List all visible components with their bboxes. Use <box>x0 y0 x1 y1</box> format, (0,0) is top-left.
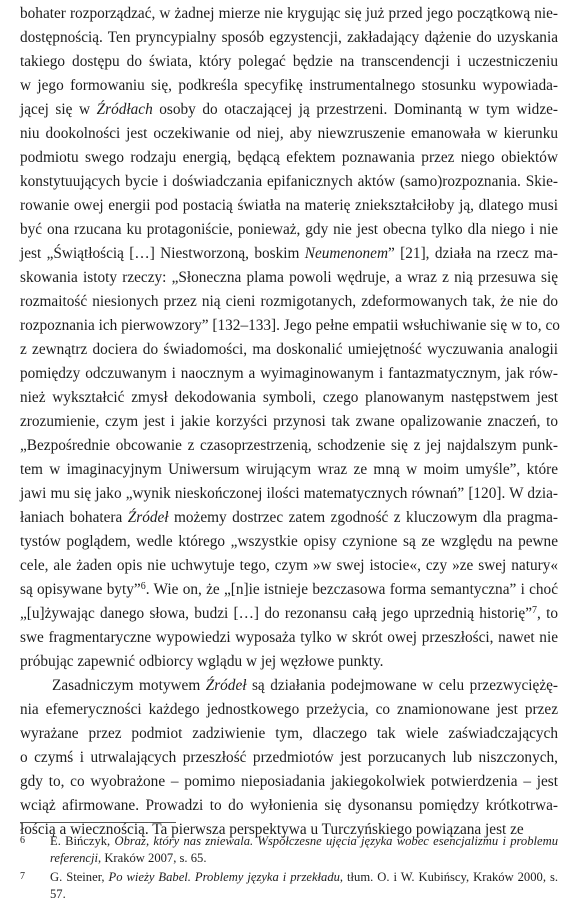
text-line: dostępnością. Ten pryncypialny sposób egzystencji, zakładający dążenie do uzyskania <box>20 29 558 46</box>
text-line: gdy to, co wyobrażone – pomimo nieposiadania jakiegokolwiek potwierdzenia – jest <box>20 773 558 790</box>
footnote-number: 7 <box>20 871 25 882</box>
text-line: łością a wiecznością. Ta pierwsza perspektywa u Turczyńskiego powiązana jest ze <box>20 821 524 838</box>
text-line: bohater rozporządzać, w żadnej mierze nie krygując się już przed jego początkową nie- <box>20 5 558 22</box>
text-line: swe fragmentaryczne wypowiedzi wyposaża tylko w skrót owej przeszłości, nawet nie <box>20 629 558 646</box>
text-line: nia efemeryczności każdego jednostkowego przeżycia, co znamionowane jest przez <box>20 701 558 718</box>
text-line: takiego dostępu do świata, który polegać będzie na transcendencji i uczestniczeniu <box>20 53 558 70</box>
text-line: konstytuujących bycie i doświadczania epifanicznych aktów (samo)rozpoznania. Skie- <box>20 173 558 190</box>
text-line: niu dookolności jest oczekiwanie od niej, aby niewzruszenie emanowała w kierunku <box>20 125 558 142</box>
footnote-text: E. Bińczyk, Obraz, który nas zniewala. Współczesne ujęcia języka wobec esencjalizmu i problemu referencji, Kraków 2007, s. 65. <box>50 834 558 865</box>
footnote-divider <box>20 822 176 823</box>
paragraph-start-line: Zasadniczym motywem Źródeł są działania podejmowane w celu przezwyciężę- <box>52 677 558 694</box>
text-line: jącej się w Źródłach osoby do otaczającej ją przestrzeni. Dominantą w tym widze- <box>20 101 558 118</box>
text-line: łaniach bohatera Źródeł możemy dostrzec zatem zgodność z kluczowym dla pragma- <box>20 509 558 526</box>
text-line: z zewnątrz dociera do świadomości, ma doskonalić umiejętność wyczuwania analogii <box>20 341 558 358</box>
text-line: „[u]żywając danego słowa, budzi […] do rezonansu całą jego uprzednią historię”$^7$, to <box>20 605 558 622</box>
text-line: rowanie owej energii pod postacią światła na materię zniekształciłoby ją, dlatego musi <box>20 197 558 214</box>
text-line: nież wykształcić zmysł dekodowania symboli, czego planowanym następstwem jest <box>20 389 558 406</box>
footnote-text: G. Steiner, Po wieży Babel. Problemy języka i przekładu, tłum. O. i W. Kubińscy, Kraków 2000, s. 57. <box>50 870 558 901</box>
text-line: cele, ale żaden opis nie uchwytuje tego, czym »w swej istocie«, czy »ze swej natury« <box>20 557 558 574</box>
text-line: wciąż afirmowane. Prowadzi to do wyłonienia się dysonansu pomiędzy krótkotrwa- <box>20 797 558 814</box>
text-line: wyrażane przez podmiot zadziwienie tym, dlaczego tak wiele zaświadczających <box>20 725 558 742</box>
text-line: jawi mu się jako „wynik nieskończonej ilości matematycznych równań” [120]. W dzia- <box>20 485 558 502</box>
text-line: rozmaitość niesionych przez nią cieni rozmigotanych, zdeformowanych tak, że nie do <box>20 293 558 310</box>
text-line: rozpoznania ich pierwowzory” [132–133]. Jego pełne empatii wsłuchiwanie się w to, co <box>20 317 560 334</box>
footnote-6 <box>20 833 558 867</box>
book-page <box>20 0 558 900</box>
text-line: próbując zapewnić odbiorcy wglądu w jej węzłowe punkty. <box>20 653 384 670</box>
text-line: w jego formowaniu się, podkreśla specyfikę instrumentalnego stosunku wypowiada- <box>20 77 558 94</box>
text-line: pomiędzy odczuwanym i naocznym a wyimaginowanym i fantazmatycznym, jak rów- <box>20 365 558 382</box>
text-line: skowania istoty rzeczy: „Słoneczna plama powoli wędruje, a wraz z nią przesuwa się <box>20 269 558 286</box>
text-line: o czymś i utrwalających przeszłość przedmiotów jest porzucanych lub niszczonych, <box>20 749 558 766</box>
text-line: podmiotu swego rodzaju energią, będącą efektem poznawania przez niego obiektów <box>20 149 558 166</box>
text-line: tystów poglądem, wedle którego „wszystkie opisy czynione są ze względu na pewne <box>20 533 558 550</box>
text-line: „Bezpośrednie obcowanie z czasoprzestrzenią, schodzenie się z jej najdalszym punk- <box>20 437 558 454</box>
footnote-7 <box>20 869 558 903</box>
footnote-number: 6 <box>20 835 25 846</box>
text-line: jest „Świątłością […] Niestworzoną, boskim Neumenonem” [21], działa na rzecz ma- <box>20 245 558 262</box>
text-line: tem w imaginacyjnym Uniwersum wirującym wraz ze mną w moim umyśle”, które <box>20 461 558 478</box>
text-line: są opisywane byty”$^6$. Wie on, że „[n]ie istnieje bezczasowa forma semantyczna” i choć <box>20 581 558 598</box>
text-line: zrozumienie, czym jest i jakie korzyści przynosi tak zwane opalizowanie znaczeń, to <box>20 413 558 430</box>
text-line: być ona rzucana ku protagoniście, ponieważ, gdy nie jest obecna tylko dla niego i nie <box>20 221 558 238</box>
